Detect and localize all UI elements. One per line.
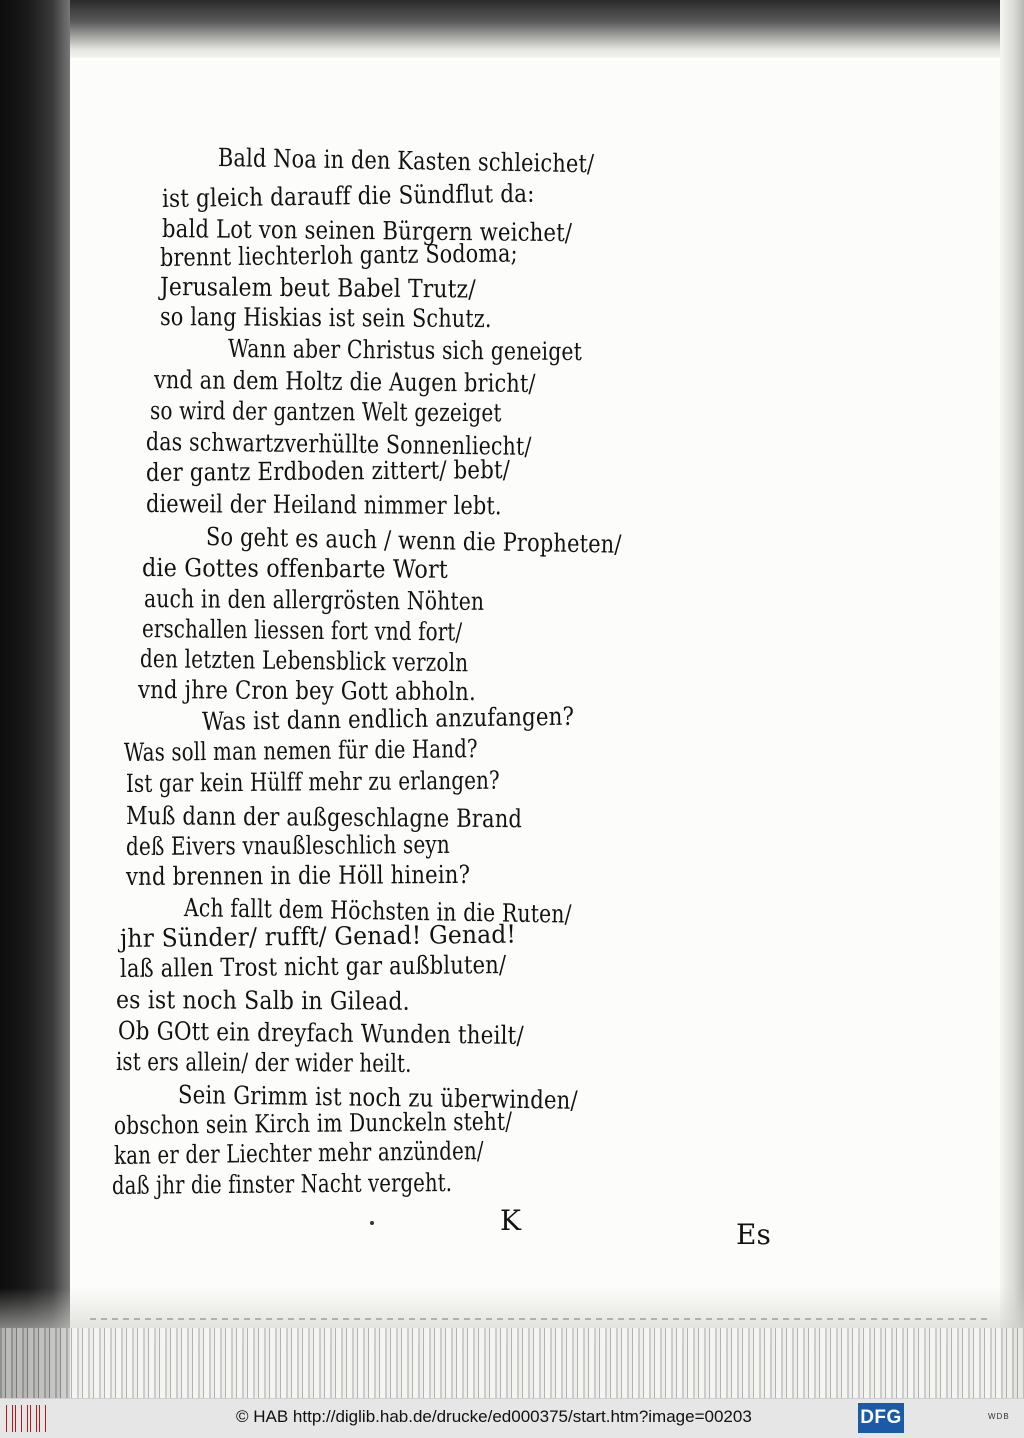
poem-line: kan er der Liechter mehr anzünden/ — [113, 1136, 484, 1170]
poem-line: deß Eivers vnaußleschlich seyn — [125, 829, 450, 861]
poem-line: ist ers allein/ der wider heilt. — [115, 1047, 412, 1078]
wdb-mark: WDB — [988, 1412, 1010, 1421]
poem-line: Was soll man nemen für die Hand? — [123, 734, 478, 767]
scan-binding-shadow — [0, 0, 70, 1398]
poem-line: Was ist dann endlich anzufangen? — [201, 701, 575, 736]
dfg-logo[interactable]: DFG — [858, 1403, 904, 1433]
page-edge-dashes — [90, 1318, 990, 1320]
poem-line: Ist gar kein Hülff mehr zu erlangen? — [125, 765, 500, 798]
poem-line: der gantz Erdboden zittert/ bebt/ — [145, 455, 511, 487]
poem-line: den letzten Lebensblick verzoln — [139, 644, 469, 678]
poem-line: daß jhr die finster Nacht vergeht. — [111, 1167, 453, 1200]
poem-line: Muß dann der außgeschlagne Brand — [125, 801, 523, 834]
scan-bottom-edge — [0, 1328, 1024, 1398]
poem-line: Wann aber Christus sich geneiget — [227, 334, 583, 367]
catchword: Es — [736, 1218, 771, 1251]
barcode-icon — [6, 1405, 46, 1432]
poem-line: bald Lot von seinen Bürgern weichet/ — [161, 214, 573, 248]
poem-line: auch in den allergrösten Nöhten — [143, 584, 485, 616]
poem-line: das schwartzverhüllte Sonnenliecht/ — [145, 427, 532, 461]
poem-line: Bald Noa in den Kasten schleichet/ — [217, 143, 595, 179]
poem-line: Sein Grimm ist noch zu überwinden/ — [177, 1080, 578, 1115]
signature-mark: K — [500, 1204, 521, 1237]
poem-line: die Gottes offenbarte Wort — [141, 553, 449, 584]
scan-right-edge — [1000, 0, 1024, 1398]
poem-line: Ob GOtt ein dreyfach Wunden theilt/ — [117, 1016, 524, 1050]
poem-line: laß allen Trost nicht gar außbluten/ — [119, 949, 507, 983]
poem-line: obschon sein Kirch im Dunckeln steht/ — [113, 1106, 513, 1140]
poem-line: brennt liechterloh gantz Sodoma; — [159, 238, 518, 272]
poem-line: es ist noch Salb in Gilead. — [115, 985, 410, 1016]
poem-line: Ach fallt dem Höchsten in die Ruten/ — [183, 893, 572, 929]
poem-line: jhr Sünder/ rufft/ Genad! Genad! — [119, 919, 517, 953]
poem-line: erschallen liessen fort vnd fort/ — [141, 614, 463, 647]
scan-bottom-fade — [0, 1288, 1024, 1328]
poem-line: vnd an dem Holtz die Augen bricht/ — [153, 365, 536, 399]
poem-line: vnd jhre Cron bey Gott abholn. — [137, 675, 476, 707]
scan-top-shadow — [0, 0, 1024, 62]
footer-bar — [0, 1398, 1024, 1438]
copyright-url[interactable]: © HAB http://diglib.hab.de/drucke/ed000375/start.htm?image=00203 — [236, 1407, 752, 1426]
poem-line: dieweil der Heiland nimmer lebt. — [145, 489, 502, 521]
poem-line: so lang Hiskias ist sein Schutz. — [159, 302, 492, 334]
poem-line: so wird der gantzen Welt gezeiget — [149, 396, 502, 428]
poem-line: vnd brennen in die Höll hinein? — [125, 859, 471, 891]
poem-line: ist gleich darauff die Sündflut da: — [161, 178, 535, 213]
poem-line: Jerusalem beut Babel Trutz/ — [159, 272, 476, 304]
ink-dot — [370, 1221, 374, 1225]
poem-line: So geht es auch / wenn die Propheten/ — [205, 522, 622, 559]
